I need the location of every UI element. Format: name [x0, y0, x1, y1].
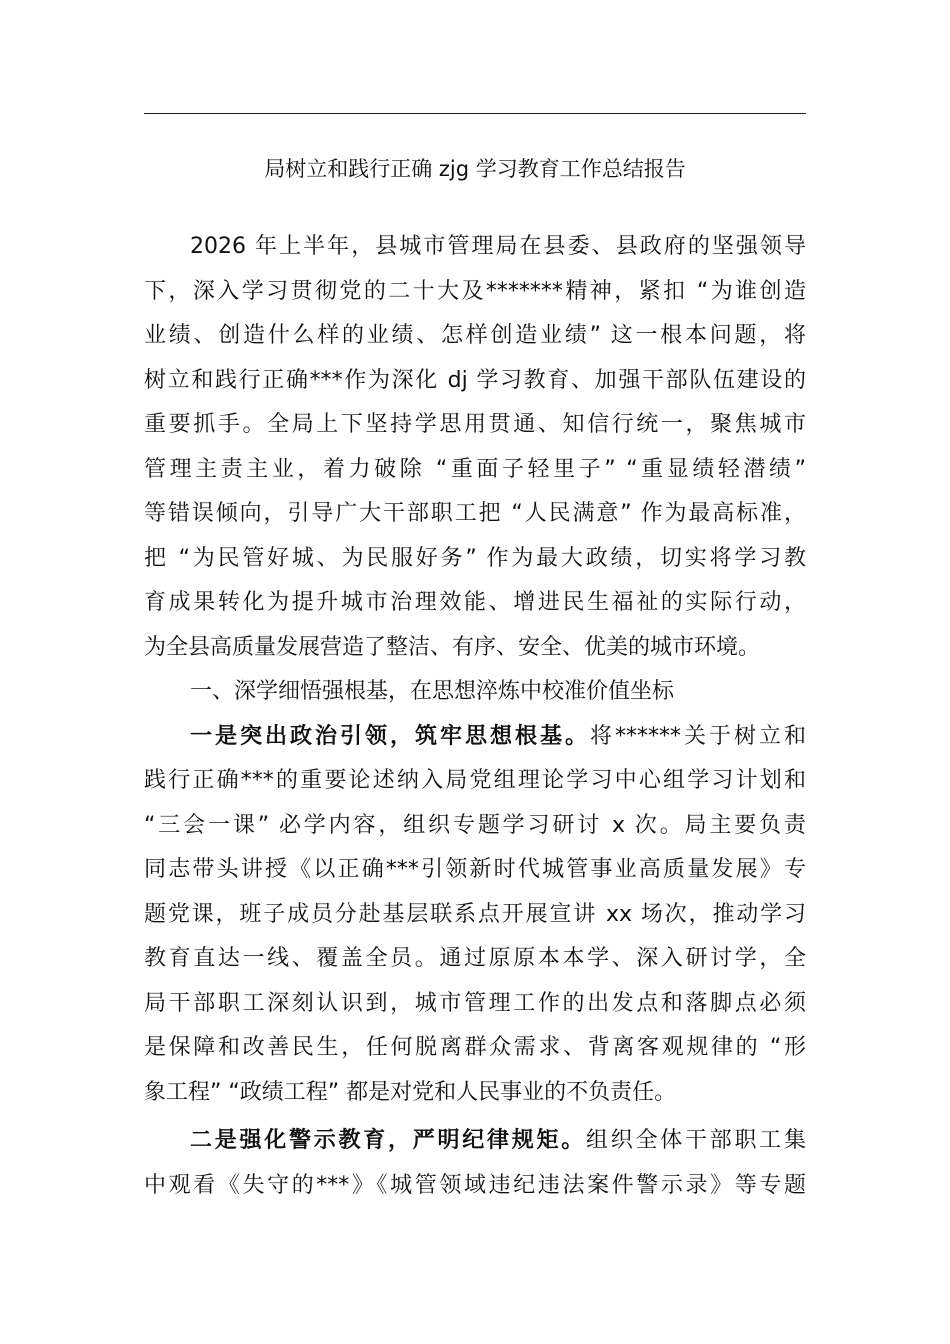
paragraph-line: 2026 年上半年，县城市管理局在县委、县政府的坚强领导: [190, 234, 806, 259]
paragraph-line: 等错误倾向，引导广大干部职工把 “人民满意” 作为最高标准，: [144, 501, 806, 526]
paragraph-line: 践行正确***的重要论述纳入局党组理论学习中心组学习计划和: [144, 768, 806, 793]
point-2-lead: 二是强化警示教育，严明纪律规矩。: [190, 1128, 586, 1153]
paragraph-line: 中观看《失守的***》《城管领域违纪违法案件警示录》等专题: [144, 1172, 806, 1198]
paragraph-line: 下，深入学习贯彻党的二十大及*******精神，紧扣 “为谁创造: [144, 278, 806, 304]
paragraph-line: “三会一课” 必学内容，组织专题学习研讨 x 次。局主要负责: [144, 812, 806, 838]
paragraph-line: 教育直达一线、覆盖全员。通过原原本本学、深入研讨学，全: [144, 946, 806, 971]
point-2-first-line: [144, 1119, 806, 1164]
paragraph-line: 象工程” “政绩工程” 都是对党和人民事业的不负责任。: [144, 1079, 677, 1105]
document-title: 局树立和践行正确 zjg 学习教育工作总结报告: [264, 157, 686, 181]
paragraph-line: 树立和践行正确***作为深化 dj 学习教育、加强干部队伍建设的: [144, 367, 806, 393]
point-1-first-line: [144, 715, 806, 760]
section-heading: 一、深学细悟强根基，在思想淬炼中校准价值坐标: [190, 679, 675, 704]
paragraph-line: 把 “为民管好城、为民服好务” 作为最大政绩，切实将学习教: [144, 545, 806, 571]
paragraph-line: 业绩、创造什么样的业绩、怎样创造业绩” 这一根本问题，将: [144, 323, 806, 348]
point-2-first-rest: 组织全体干部职工集: [585, 1128, 806, 1153]
paragraph-line: 管理主责主业，着力破除 “重面子轻里子” “重显绩轻潜绩”: [144, 456, 806, 482]
header-rule: [144, 113, 806, 114]
point-1-lead: 一是突出政治引领，筑牢思想根基。: [190, 723, 590, 749]
paragraph-line: 题党课，班子成员分赴基层联系点开展宣讲 xx 场次，推动学习: [144, 901, 806, 927]
document-body: [144, 225, 806, 1208]
paragraph-line: 为全县高质量发展营造了整洁、有序、安全、优美的城市环境。: [144, 634, 761, 660]
paragraph-line: 同志带头讲授《以正确***引领新时代城管事业高质量发展》专: [144, 857, 806, 882]
point-1-first-rest: 将******关于树立和: [589, 723, 806, 749]
paragraph-line: 局干部职工深刻认识到，城市管理工作的出发点和落脚点必须: [144, 990, 806, 1016]
paragraph-line: 重要抓手。全局上下坚持学思用贯通、知信行统一，聚焦城市: [144, 412, 806, 437]
paragraph-line: 是保障和改善民生，任何脱离群众需求、背离客观规律的 “形: [144, 1035, 806, 1060]
paragraph-line: 育成果转化为提升城市治理效能、增进民生福祉的实际行动，: [144, 590, 806, 615]
